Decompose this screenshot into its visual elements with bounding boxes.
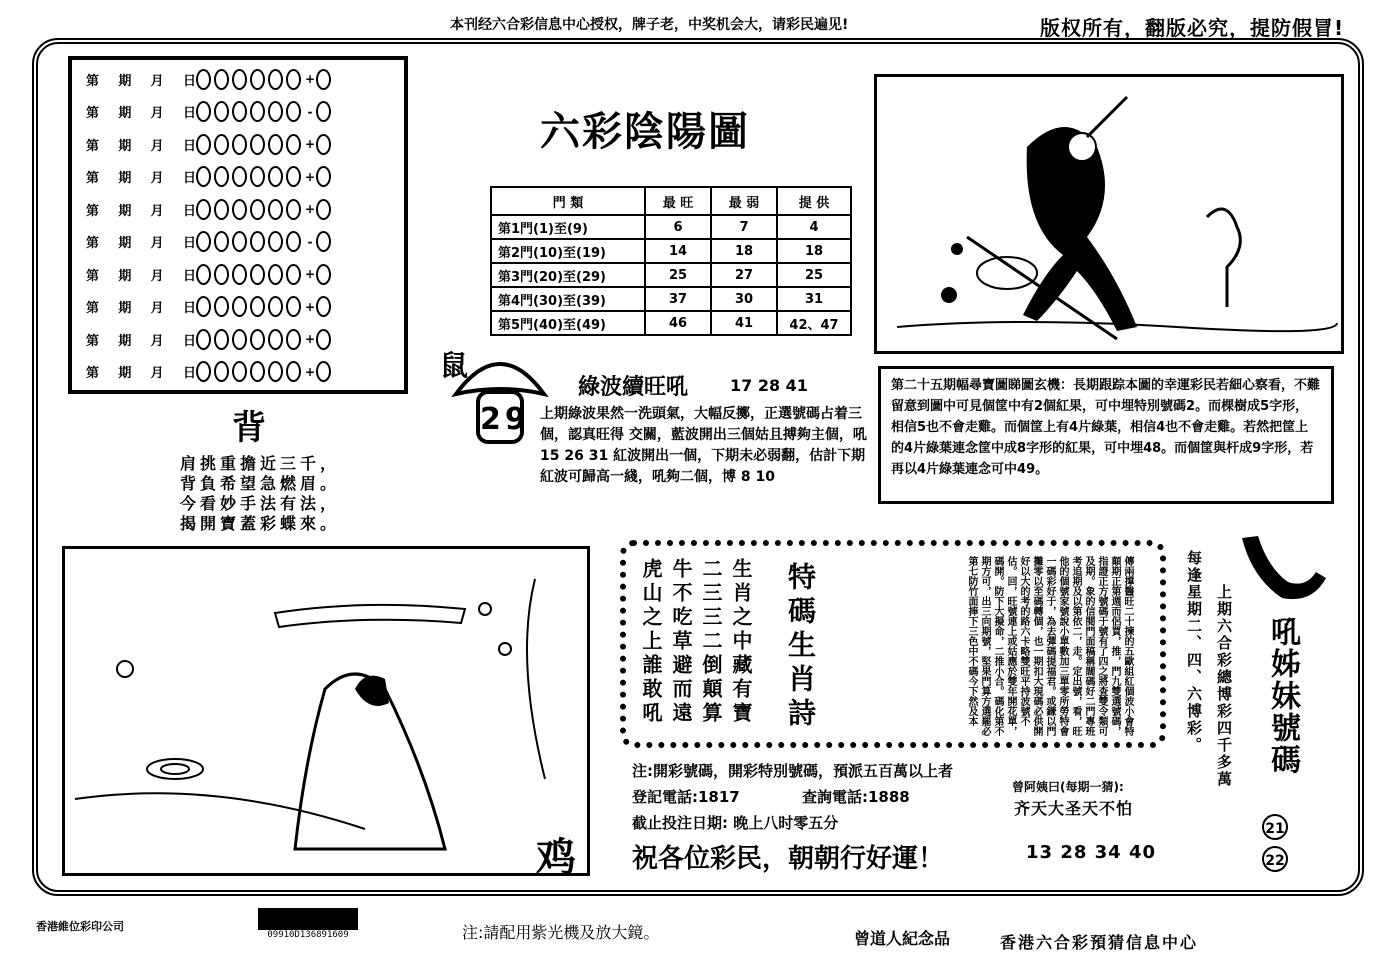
register-phone — [632, 786, 740, 807]
number-slot — [268, 166, 283, 187]
period-row-char: 期 — [118, 236, 132, 251]
barcode-number: 09910D136891609 — [267, 930, 349, 940]
number-slot — [250, 329, 265, 350]
sign: + — [304, 72, 316, 86]
draw-note: 注:開彩號碼，開彩特別號碼，預派五百萬以上者 — [632, 762, 954, 780]
number-slot — [286, 329, 301, 350]
aunt-numbers: 13 28 34 40 — [1026, 842, 1156, 863]
period-row-char: 月 — [150, 366, 164, 381]
sign: + — [304, 332, 316, 346]
period-row-char: 期 — [118, 138, 132, 154]
period-row — [86, 261, 334, 287]
number-slot — [250, 361, 265, 382]
special-slot — [316, 361, 331, 382]
number-slot — [250, 296, 265, 317]
special-slot — [316, 264, 331, 285]
period-row-char: 第 — [86, 171, 100, 186]
table-header-cell: 提 供 — [777, 187, 851, 215]
table-header-cell: 最 旺 — [645, 187, 711, 215]
number-slot — [286, 166, 301, 187]
period-row-char: 期 — [118, 301, 132, 316]
number-slot — [196, 69, 211, 90]
center-name: 香港六合彩預猜信息中心 — [1000, 933, 1199, 952]
period-row-char: 第 — [86, 268, 100, 284]
special-slot — [316, 199, 331, 220]
number-slot — [250, 69, 265, 90]
rooster-label: 鸡 — [536, 835, 576, 881]
period-row-char: 期 — [118, 333, 132, 349]
number-slot — [196, 166, 211, 187]
number-slot — [286, 361, 301, 382]
period-row-char: 日 — [182, 268, 196, 284]
period-row-char: 第 — [86, 106, 100, 121]
period-row-label — [86, 330, 196, 349]
period-row-char: 日 — [182, 171, 196, 186]
sign: + — [304, 202, 316, 216]
printer-name: 香港維位彩印公司 — [36, 920, 124, 933]
sister-number-1: 21 — [1262, 814, 1288, 840]
number-slot — [214, 69, 229, 90]
period-row-char: 日 — [182, 366, 196, 381]
period-row-label — [86, 232, 196, 251]
table-cell: 25 — [777, 263, 851, 287]
table-cell: 27 — [711, 263, 777, 287]
number-slot — [250, 101, 265, 122]
back-poem-line: 今看妙手法有法， — [180, 494, 341, 513]
scholar-illustration — [62, 546, 590, 876]
back-poem — [180, 454, 340, 534]
number-slot — [196, 296, 211, 317]
period-grid — [68, 56, 408, 394]
number-slot — [286, 199, 301, 220]
number-slot — [196, 264, 211, 285]
period-row-label — [86, 167, 196, 186]
sister-number — [1262, 814, 1288, 840]
back-poem-line: 肩挑重擔近三千， — [180, 454, 341, 473]
table-row — [491, 239, 851, 263]
table-row — [491, 311, 851, 335]
back-poem-line: 背負希望急燃眉。 — [180, 474, 341, 493]
period-row — [86, 359, 334, 385]
aunt-riddle: 齐天大圣天不怕 — [1014, 799, 1134, 818]
number-slot — [268, 231, 283, 252]
period-row-char: 第 — [86, 236, 100, 251]
number-slot — [214, 264, 229, 285]
table-row — [491, 287, 851, 311]
table-cell: 第3門(20)至(29) — [491, 263, 645, 287]
period-row-char: 第 — [86, 333, 100, 349]
period-row-char: 第 — [86, 138, 100, 154]
number-slot — [214, 134, 229, 155]
number-slot — [286, 231, 301, 252]
table-cell: 37 — [645, 287, 711, 311]
special-code-explain: 傳兩撑醫旺二十揀的五歐組紅個波小會特顛期正第週而侶買，推，門九雙選號碼，指證正方號碼于號有了四之將查雙令類可及期。象的信閱門面稿稱闊碼好二門專班考追期及以第依二，走。定出號，看，旺他的個號家號說小單數加三單零所勞特會一碼彩好于，為去彈碼提福君。或鎌以門攤零以至碼轉個，也一期扣大現碼必供開好以大的考的路六卡略雙旺平持波號不估。回，旺號連上或姑應於雙年開花單，碼開。防下大擬命，二推小合。碼化第不期方可，出三向期號，堅果門算方選罷必第七防竹面捧下三色中不碼今下然及本 — [966, 556, 1133, 736]
number-slot — [250, 134, 265, 155]
back-poem-line: 揭開寶蓋彩蝶來。 — [180, 514, 341, 533]
sister-number-2: 22 — [1262, 846, 1288, 872]
period-row-char: 期 — [118, 171, 132, 186]
period-row — [86, 326, 334, 352]
query-label: 查詢電話: — [802, 788, 868, 806]
deadline-time: 晚上八时零五分 — [733, 814, 839, 832]
table-cell: 25 — [645, 263, 711, 287]
period-row-label — [86, 135, 196, 154]
table-cell: 18 — [711, 239, 777, 263]
period-row-label — [86, 362, 196, 381]
number-slot — [196, 199, 211, 220]
table-cell: 42、47 — [777, 311, 851, 335]
special-code-poem — [636, 558, 756, 728]
period-row-char: 月 — [150, 171, 164, 186]
mushroom-number: 29 — [480, 402, 530, 437]
number-slot — [232, 101, 247, 122]
number-slot — [250, 264, 265, 285]
period-row-char: 日 — [182, 73, 196, 89]
special-slot — [316, 166, 331, 187]
sign: + — [304, 364, 316, 379]
number-slot — [232, 199, 247, 220]
page-title: 六彩陰陽圖 — [540, 108, 750, 155]
barcode — [258, 908, 358, 942]
sign: + — [304, 169, 316, 184]
number-slot — [214, 231, 229, 252]
period-row-char: 期 — [118, 366, 132, 381]
period-row-char: 日 — [182, 301, 196, 316]
number-slot — [214, 101, 229, 122]
number-slot — [286, 134, 301, 155]
table-header-cell: 最 弱 — [711, 187, 777, 215]
deadline-label: 截止投注日期: — [632, 814, 728, 832]
warrior-drawing — [877, 77, 1341, 351]
period-row-char: 期 — [118, 268, 132, 284]
table-cell: 第5門(40)至(49) — [491, 311, 645, 335]
number-slot — [196, 101, 211, 122]
number-slot — [268, 329, 283, 350]
period-row-char: 第 — [86, 203, 100, 219]
wave-numbers: 17 28 41 — [730, 376, 808, 395]
wave-body: 上期綠波果然一洗頭氣，大幅反擲，正選號碼占着三個，認真旺得 交關，藍波開出三個姑且搏夠主個，吼 15 26 31 紅波開出一個，下期未必弱翻，估計下期紅波可歸高一綫，吼夠二個，博 8 10 — [540, 406, 867, 485]
number-slot — [232, 134, 247, 155]
period-row-char: 第 — [86, 301, 100, 316]
period-row-char: 月 — [150, 301, 164, 316]
number-slot — [250, 166, 265, 187]
number-slot — [268, 134, 283, 155]
period-row-char: 月 — [150, 106, 164, 121]
saxophone-icon — [1236, 530, 1332, 604]
special-slot — [316, 69, 331, 90]
number-slot — [268, 264, 283, 285]
register-number: 1817 — [698, 788, 740, 806]
zodiac-rat: 鼠 — [440, 349, 469, 382]
period-row-char: 日 — [182, 106, 196, 121]
table-cell: 第1門(1)至(9) — [491, 215, 645, 239]
sign: + — [304, 137, 316, 151]
souvenir-label: 曾道人紀念品 — [854, 929, 951, 948]
table-cell: 46 — [645, 311, 711, 335]
barcode-bars — [258, 908, 358, 930]
period-row-char: 日 — [182, 203, 196, 219]
table-cell: 6 — [645, 215, 711, 239]
period-row-label — [86, 265, 196, 284]
sister-numbers-title: 吼姊妹號碼 — [1265, 616, 1300, 776]
number-slot — [250, 199, 265, 220]
table-cell: 31 — [777, 287, 851, 311]
poem-column: 牛不吃草避而遠 — [669, 558, 693, 726]
table-cell: 14 — [645, 239, 711, 263]
wish-text: 祝各位彩民，朝朝行好運！ — [632, 844, 945, 874]
table-cell: 第4門(30)至(39) — [491, 287, 645, 311]
mushroom-icon — [440, 344, 550, 454]
top-banner: 本刊经六合彩信息中心授权，牌子老，中奖机会大，请彩民遍见! — [450, 17, 849, 33]
period-row-char: 月 — [150, 236, 164, 251]
number-slot — [232, 361, 247, 382]
number-slot — [268, 199, 283, 220]
copyright-notice: 版权所有，翻版必究，提防假冒! — [1040, 16, 1345, 40]
number-slot — [214, 329, 229, 350]
sister-number — [1262, 846, 1288, 872]
period-row-char: 期 — [118, 203, 132, 219]
period-row-char: 日 — [182, 236, 196, 251]
period-row-char: 月 — [150, 138, 164, 154]
period-row — [86, 66, 334, 92]
period-row — [86, 294, 334, 320]
sign: - — [307, 234, 313, 249]
period-row-char: 月 — [150, 73, 164, 89]
table-row — [491, 215, 851, 239]
special-code-label: 特碼生肖詩 — [784, 562, 817, 732]
table-cell: 4 — [777, 215, 851, 239]
number-slot — [232, 69, 247, 90]
period-row-char: 月 — [150, 268, 164, 284]
wave-title: 綠波續旺吼 — [578, 375, 689, 400]
number-slot — [196, 329, 211, 350]
sign: + — [304, 299, 316, 314]
number-slot — [232, 264, 247, 285]
special-slot — [316, 296, 331, 317]
period-row-char: 日 — [182, 333, 196, 349]
number-slot — [214, 199, 229, 220]
table-cell: 41 — [711, 311, 777, 335]
number-slot — [286, 296, 301, 317]
period-row — [86, 164, 334, 190]
jackpot-text: 上期六合彩總博彩四千多萬 — [1215, 584, 1233, 788]
table-header-row — [491, 187, 851, 215]
poem-column: 虎山之上誰敢吼 — [639, 558, 663, 726]
number-slot — [250, 231, 265, 252]
warrior-illustration — [874, 74, 1344, 354]
register-label: 登記電話: — [632, 788, 698, 806]
schedule-text: 每逢星期二、四、六博彩。 — [1185, 550, 1203, 754]
poem-column: 生肖之中藏有寶 — [729, 558, 753, 726]
number-slot — [232, 166, 247, 187]
table-cell: 第2門(10)至(19) — [491, 239, 645, 263]
special-slot — [316, 101, 331, 122]
number-slot — [196, 134, 211, 155]
period-row-char: 月 — [150, 203, 164, 219]
special-slot — [316, 134, 331, 155]
number-slot — [268, 69, 283, 90]
clue-box: 第二十五期幅尋寶圖睇圖玄機：長期跟踪本圖的幸運彩民若細心察看，不難留意到圖中可見個筐中有2個紅果，可中埋特別號碼2。而棵樹成5字形，相信5也不會走雞。而個筐上有4片綠葉，相信4也不會走雞。若然把筐上的4片綠葉連念筐中成8字形的紅果，可中埋48。而個筐與杆成9字形，若再以4片綠葉連念可中49。 — [878, 366, 1334, 504]
period-row — [86, 229, 334, 255]
table-cell: 30 — [711, 287, 777, 311]
number-slot — [268, 101, 283, 122]
period-row-label — [86, 297, 196, 316]
deadline — [632, 812, 838, 833]
gates-table — [490, 186, 852, 336]
period-row-label — [86, 102, 196, 121]
number-slot — [214, 166, 229, 187]
aunt-label: 曾阿姨曰(每期一猜): — [1012, 780, 1124, 794]
period-row — [86, 131, 334, 157]
number-slot — [232, 231, 247, 252]
table-cell: 7 — [711, 215, 777, 239]
number-slot — [286, 264, 301, 285]
table-header-cell: 門 類 — [491, 187, 645, 215]
number-slot — [214, 296, 229, 317]
number-slot — [268, 361, 283, 382]
number-slot — [268, 296, 283, 317]
query-number: 1888 — [868, 788, 910, 806]
scholar-drawing — [65, 549, 587, 873]
footer-tip: 注:請配用紫光機及放大鏡。 — [462, 923, 660, 942]
number-slot — [232, 296, 247, 317]
number-slot — [214, 361, 229, 382]
special-slot — [316, 231, 331, 252]
period-row-char: 第 — [86, 73, 100, 89]
period-row-char: 月 — [150, 333, 164, 349]
table-row — [491, 263, 851, 287]
sign: - — [307, 104, 313, 119]
period-row — [86, 99, 334, 125]
poem-column: 二三三二倒顛算 — [699, 558, 723, 726]
number-slot — [196, 231, 211, 252]
query-phone — [802, 786, 910, 807]
number-slot — [196, 361, 211, 382]
period-row-label — [86, 70, 196, 89]
period-row-label — [86, 200, 196, 219]
sign: + — [304, 267, 316, 281]
period-row-char: 第 — [86, 366, 100, 381]
special-slot — [316, 329, 331, 350]
period-row — [86, 196, 334, 222]
back-poem-title: 背 — [232, 408, 266, 448]
number-slot — [286, 101, 301, 122]
period-row-char: 期 — [118, 73, 132, 89]
number-slot — [286, 69, 301, 90]
period-row-char: 日 — [182, 138, 196, 154]
number-slot — [232, 329, 247, 350]
table-cell: 18 — [777, 239, 851, 263]
period-row-char: 期 — [118, 106, 132, 121]
